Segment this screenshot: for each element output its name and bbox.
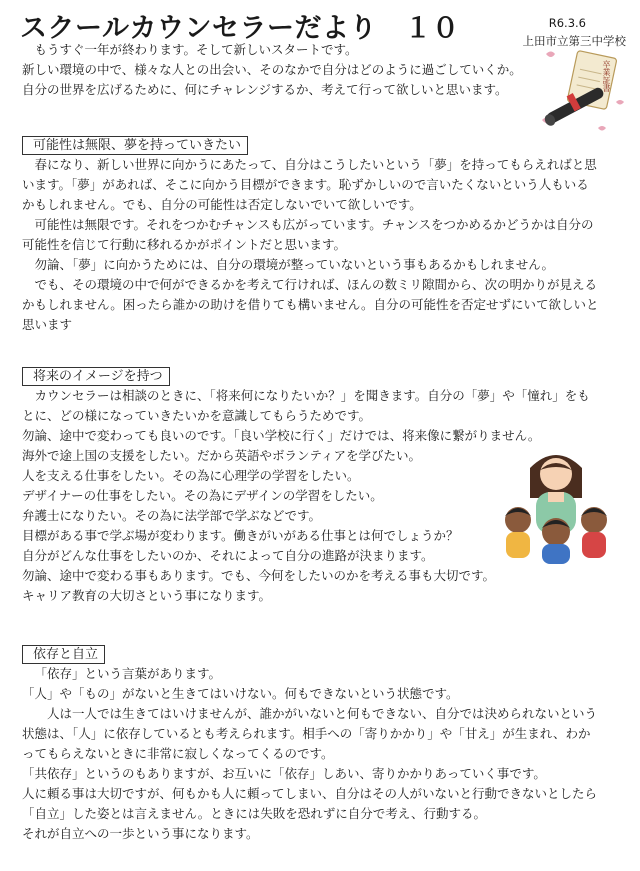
paragraph: 海外で途上国の支援をしたい。だから英語やボランティアを学びたい。 xyxy=(22,448,422,463)
paragraph: 人は一人では生きてはいけませんが、誰かがいないと何もできない、自分では決められないという状態は、「人」に依存しているとも考えられます。相手への「寄りかかり」や「甘え」が生まれ、わかってもらえないときに非常に寂しくなってくるのです。 xyxy=(22,706,598,761)
child-icon xyxy=(542,518,570,564)
paragraph: カウンセラーは相談のときに、「将来何になりたいか？」を聞きます。自分の「夢」や「憧れ」をもとに、どの様になっていきたいかを意識してもらうためです。 xyxy=(22,388,590,423)
intro-block xyxy=(22,40,532,100)
paragraph: 弁護士になりたい。その為に法学部で学ぶなどです。 xyxy=(22,508,322,523)
paragraph: 春になり、新しい世界に向かうにあたって、自分はこうしたいという「夢」を持ってもらえればと思います。「夢」があれば、そこに向かう目標ができます。恥ずかしいので言いたくないという人もいるかもしれません。でも、自分の可能性は否定しないでいて欲しいです。 xyxy=(22,157,597,212)
section-body xyxy=(22,155,600,335)
child-icon xyxy=(581,507,607,558)
paragraph: 目標がある事で学ぶ場が変わります。働きがいがある仕事とは何でしょうか？ xyxy=(22,528,459,543)
paragraph: デザイナーの仕事をしたい。その為にデザインの学習をしたい。 xyxy=(22,488,383,503)
intro-line: もうすぐ一年が終わります。そして新しいスタートです。 xyxy=(34,42,358,57)
paragraph: 勿論、途中で変わっても良いのです。「良い学校に行く」だけでは、将来像に繋がりません。 xyxy=(22,428,541,443)
paragraph: それが自立への一歩という事になります。 xyxy=(22,826,259,841)
paragraph: 可能性は無限です。それをつかむチャンスも広がっています。チャンスをつかめるかどうかは自分の可能性を信じて行動に移れるかがポイントだと思います。 xyxy=(22,217,594,252)
paragraph: 「共依存」というのもありますが、お互いに「依存」しあい、寄りかかりあっていく事です。 xyxy=(22,766,546,781)
paragraph: 「依存」という言葉があります。 xyxy=(34,666,222,681)
diploma-illustration xyxy=(536,48,628,134)
section-body xyxy=(22,664,600,844)
section-heading: 将来のイメージを持つ xyxy=(22,367,170,386)
paragraph: 自分がどんな仕事をしたいのか、それによって自分の進路が決まります。 xyxy=(22,548,434,563)
diploma-caption: 卒業証書 xyxy=(602,60,611,92)
paragraph: 人に頼る事は大切ですが、何もかも人に頼ってしまい、自分はその人がいないと行動できないとしたら「自立」した姿とは言えません。ときには失敗を恐れずに自分で考え、行動する。 xyxy=(22,786,598,821)
paragraph: 勿論、「夢」に向かうためには、自分の環境が整っていないという事もあるかもしれません。 xyxy=(34,257,555,272)
intro-line: 新しい環境の中で、様々な人との出会い、そのなかで自分はどのように過ごしていくか。 xyxy=(22,62,522,77)
paragraph: 「人」や「もの」がないと生きてはいけない。何もできないという状態です。 xyxy=(22,686,459,701)
paragraph: でも、その環境の中で何ができるかを考えて行ければ、ほんの数ミリ隙間から、次の明かりが見えるかもしれません。困ったら誰かの助けを借りても構いません。自分の可能性を否定せずにいて欲しいと思います xyxy=(22,277,599,332)
paragraph: 人を支える仕事をしたい。その為に心理学の学習をしたい。 xyxy=(22,468,360,483)
section-heading: 可能性は無限、夢を持っていきたい xyxy=(22,136,248,155)
child-icon xyxy=(505,507,531,558)
newsletter-title: スクールカウンセラーだより １０ xyxy=(20,13,460,44)
section-heading: 依存と自立 xyxy=(22,645,105,664)
school-name: 上田市立第三中学校 xyxy=(522,34,626,48)
paragraph: キャリア教育の大切さという事になります。 xyxy=(22,588,272,603)
issue-date: R6.3.6 xyxy=(548,16,586,30)
paragraph: 勿論、途中で変わる事もあります。でも、今何をしたいのかを考える事も大切です。 xyxy=(22,568,496,583)
header-meta xyxy=(523,14,627,50)
intro-line: 自分の世界を広げるために、何にチャレンジするか、考えて行って欲しいと思います。 xyxy=(22,82,508,97)
teacher-children-illustration xyxy=(496,444,616,564)
